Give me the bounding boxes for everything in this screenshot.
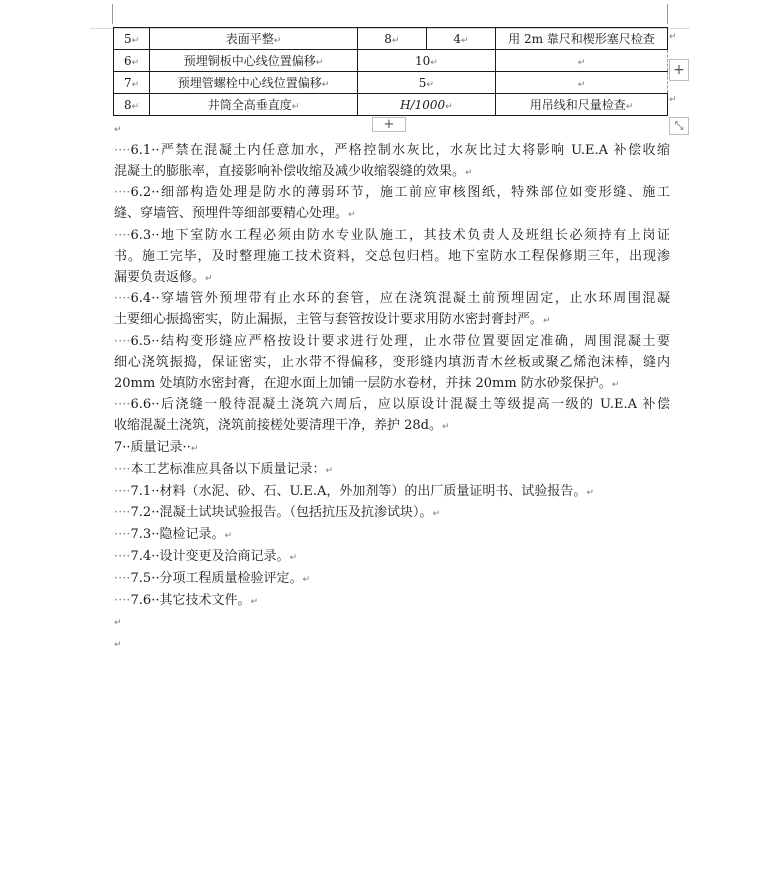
paragraph-6-4-cont[interactable]: 土要细心振捣密实，防止漏振，主管与套管按设计要求用防水密封膏封严。↵ <box>114 312 551 328</box>
paragraph-6-5-end[interactable]: 20mm 处填防水密封膏，在迎水面上加铺一层防水卷材，并抹 20mm 防水砂浆保护。↵ <box>114 375 620 391</box>
add-table-row-button[interactable]: + <box>669 59 689 81</box>
paragraph-mark-line[interactable]: ↵ <box>114 125 122 135</box>
table-cell-method[interactable]: ↵ <box>495 50 667 72</box>
paragraph-7-6[interactable]: ····7.6··其它技术文件。↵ <box>114 592 259 608</box>
paragraph-6-3[interactable]: ····6.3··地下室防水工程必须由防水专业队施工，其技术负责人及班组长必须持有上岗证 <box>114 227 670 243</box>
table-cell-method[interactable]: 用 2m 靠尺和楔形塞尺检查 <box>495 28 667 50</box>
table-row <box>114 72 668 94</box>
paragraph-7-3[interactable]: ····7.3··隐检记录。↵ <box>114 527 233 543</box>
table-cell-no[interactable]: 7↵ <box>114 72 150 94</box>
spec-table <box>113 27 668 116</box>
table-resize-handle[interactable]: ⤡ <box>669 117 689 135</box>
table-cell-item[interactable]: 预埋铜板中心线位置偏移↵ <box>150 50 358 72</box>
paragraph-6-1[interactable]: ····6.1··严禁在混凝土内任意加水，严格控制水灰比，水灰比过大将影响 U.E.A 补偿收缩 <box>114 142 670 158</box>
row-end-mark: ↵ <box>669 32 677 42</box>
table-cell-value[interactable]: 10↵ <box>357 50 495 72</box>
paragraph-7-2[interactable]: ····7.2··混凝土试块试验报告。（包括抗压及抗渗试块）。↵ <box>114 505 441 521</box>
add-table-column-button[interactable]: + <box>372 117 406 132</box>
paragraph-7-4[interactable]: ····7.4··设计变更及洽商记录。↵ <box>114 548 298 564</box>
table-cell-value[interactable]: 4↵ <box>426 28 495 50</box>
paragraph-7-5[interactable]: ····7.5··分项工程质量检验评定。↵ <box>114 570 311 586</box>
table-cell-item[interactable]: 井筒全高垂直度↵ <box>150 94 358 116</box>
table-cell-item[interactable]: 表面平整↵ <box>150 28 358 50</box>
paragraph-7-intro[interactable]: ····本工艺标准应具备以下质量记录：↵ <box>114 461 334 477</box>
paragraph-6-2-cont[interactable]: 缝、穿墙管、预埋件等细部要精心处理。↵ <box>114 206 356 222</box>
paragraph-6-5-cont[interactable]: 细心浇筑振捣，保证密实，止水带不得偏移，变形缝内填沥青木丝板或聚乙烯泡沫棒，缝内 <box>114 354 670 370</box>
paragraph-7-1[interactable]: ····7.1··材料（水泥、砂、石、U.E.A，外加剂等）的出厂质量证明书、试验报告。↵ <box>114 483 594 499</box>
paragraph-6-3-cont[interactable]: 书。施工完毕，及时整理施工技术资料，交总包归档。地下室防水工程保修期三年，出现渗 <box>114 248 670 264</box>
table-cell-no[interactable]: 5↵ <box>114 28 150 50</box>
paragraph-6-2[interactable]: ····6.2··细部构造处理是防水的薄弱环节，施工前应审核图纸，特殊部位如变形缝、施工 <box>114 185 670 201</box>
table-row <box>114 94 668 116</box>
table-cell-no[interactable]: 6↵ <box>114 50 150 72</box>
table-row <box>114 50 668 72</box>
paragraph-6-4[interactable]: ····6.4··穿墙管外预埋带有止水环的套管，应在浇筑混凝土前预埋固定，止水环周围混凝 <box>114 291 670 307</box>
table-cell-value[interactable]: H/1000↵ <box>357 94 495 116</box>
page-corner-mark-right <box>667 4 668 24</box>
paragraph-6-6[interactable]: ····6.6··后浇缝一般待混凝土浇筑六周后，应以原设计混凝土等级提高一级的 U.E.A 补偿 <box>114 397 670 413</box>
paragraph-6-6-cont[interactable]: 收缩混凝土浇筑，浇筑前接槎处要清理干净，养护 28d。↵ <box>114 418 450 434</box>
page-corner-mark-left <box>112 4 113 24</box>
document-body <box>114 119 670 656</box>
table-cell-value[interactable]: 8↵ <box>357 28 426 50</box>
table-row <box>114 28 668 50</box>
paragraph-6-1-cont[interactable]: 混凝土的膨胀率，直接影响补偿收缩及减少收缩裂缝的效果。↵ <box>114 163 473 179</box>
table-cell-item[interactable]: 预埋管螺栓中心线位置偏移↵ <box>150 72 358 94</box>
paragraph-6-3-end[interactable]: 漏要负责返修。↵ <box>114 269 213 285</box>
table-cell-no[interactable]: 8↵ <box>114 94 150 116</box>
empty-paragraph[interactable]: ↵ <box>114 640 122 651</box>
paragraph-6-5[interactable]: ····6.5··结构变形缝应严格按设计要求进行处理，止水带位置要固定准确，周围混凝土要 <box>114 333 670 349</box>
table-cell-method[interactable]: ↵ <box>495 72 667 94</box>
heading-7-quality-records[interactable]: 7··质量记录··↵ <box>114 439 199 455</box>
empty-paragraph[interactable]: ↵ <box>114 618 122 629</box>
row-end-mark: ↵ <box>669 95 677 105</box>
table-cell-value[interactable]: 5↵ <box>357 72 495 94</box>
table-cell-method[interactable]: 用吊线和尺量检查↵ <box>495 94 667 116</box>
